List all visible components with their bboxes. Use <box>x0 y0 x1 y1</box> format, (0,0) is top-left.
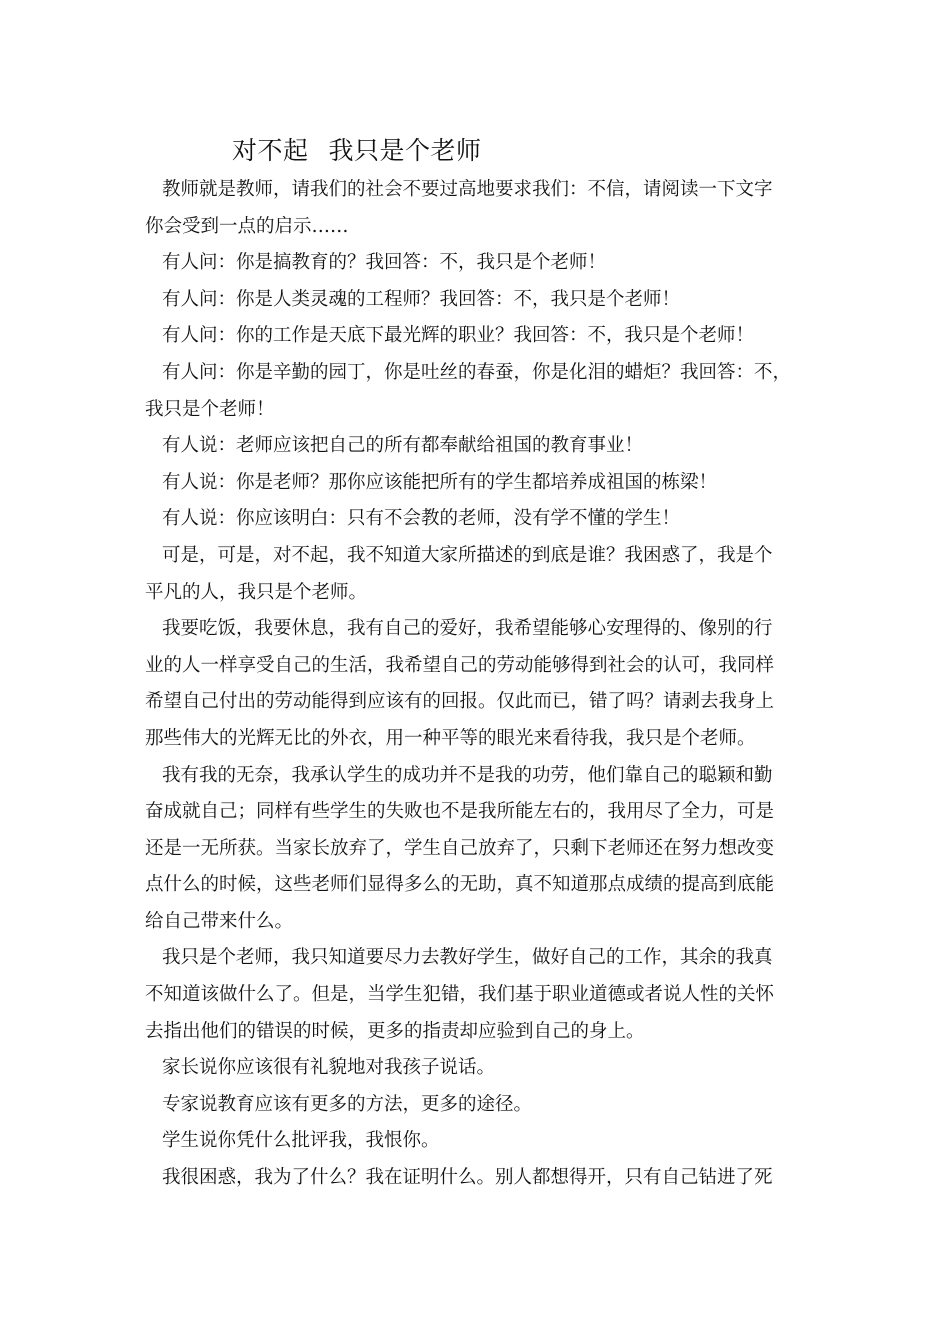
text-line: 你会受到一点的启示…… <box>145 215 349 237</box>
text-line: 去指出他们的错误的时候，更多的指责却应验到自己的身上。 <box>145 1020 645 1042</box>
text-line: 还是一无所获。当家长放弃了，学生自己放弃了，只剩下老师还在努力想改变 <box>145 837 775 859</box>
title-part-2: 我只是个老师 <box>328 136 482 165</box>
text-line: 我只是个老师，我只知道要尽力去教好学生，做好自己的工作，其余的我真 <box>162 947 773 969</box>
document-body <box>145 172 817 1197</box>
text-line: 我要吃饭，我要休息，我有自己的爱好，我希望能够心安理得的、像别的行 <box>162 618 773 640</box>
text-line: 奋成就自己；同样有些学生的失败也不是我所能左右的，我用尽了全力，可是 <box>145 801 775 823</box>
title-part-1: 对不起 <box>232 136 309 165</box>
text-line: 给自己带来什么。 <box>145 910 294 932</box>
text-line: 点什么的时候，这些老师们显得多么的无助，真不知道那点成绩的提高到底能 <box>145 874 775 896</box>
text-line: 教师就是教师，请我们的社会不要过高地要求我们：不信，请阅读一下文字 <box>162 179 773 200</box>
text-line: 有人说：你是老师？那你应该能把所有的学生都培养成祖国的栋梁！ <box>162 471 718 493</box>
text-line: 业的人一样享受自己的生活，我希望自己的劳动能够得到社会的认可，我同样 <box>145 654 775 676</box>
text-line: 可是，可是，对不起，我不知道大家所描述的到底是谁？我困惑了，我是个 <box>162 544 773 566</box>
text-line: 我很困惑，我为了什么？我在证明什么。别人都想得开，只有自己钻进了死 <box>162 1167 773 1189</box>
text-line: 有人问：你是辛勤的园丁，你是吐丝的春蚕，你是化泪的蜡炬？我回答：不， <box>162 361 792 383</box>
text-line: 有人问：你的工作是天底下最光辉的职业？我回答：不，我只是个老师！ <box>162 325 755 347</box>
text-line: 希望自己付出的劳动能得到应该有的回报。仅此而已，错了吗？请剥去我身上 <box>145 691 775 713</box>
text-line: 平凡的人，我只是个老师。 <box>145 581 368 603</box>
text-line: 我只是个老师！ <box>145 398 275 420</box>
text-line: 不知道该做什么了。但是，当学生犯错，我们基于职业道德或者说人性的关怀 <box>145 984 775 1006</box>
text-line: 有人说：老师应该把自己的所有都奉献给祖国的教育事业！ <box>162 435 644 457</box>
text-line: 那些伟大的光辉无比的外衣，用一种平等的眼光来看待我，我只是个老师。 <box>145 727 756 749</box>
text-line: 学生说你凭什么批评我，我恨你。 <box>162 1130 440 1152</box>
text-line: 有人问：你是搞教育的？我回答：不，我只是个老师！ <box>162 252 607 274</box>
text-line: 家长说你应该很有礼貌地对我孩子说话。 <box>162 1057 496 1079</box>
text-line: 专家说教育应该有更多的方法，更多的途径。 <box>162 1093 533 1115</box>
document-title <box>232 131 482 171</box>
text-line: 有人问：你是人类灵魂的工程师？我回答：不，我只是个老师！ <box>162 288 681 310</box>
text-line: 有人说：你应该明白：只有不会教的老师，没有学不懂的学生！ <box>162 508 681 530</box>
text-line: 我有我的无奈，我承认学生的成功并不是我的功劳，他们靠自己的聪颖和勤 <box>162 764 773 786</box>
